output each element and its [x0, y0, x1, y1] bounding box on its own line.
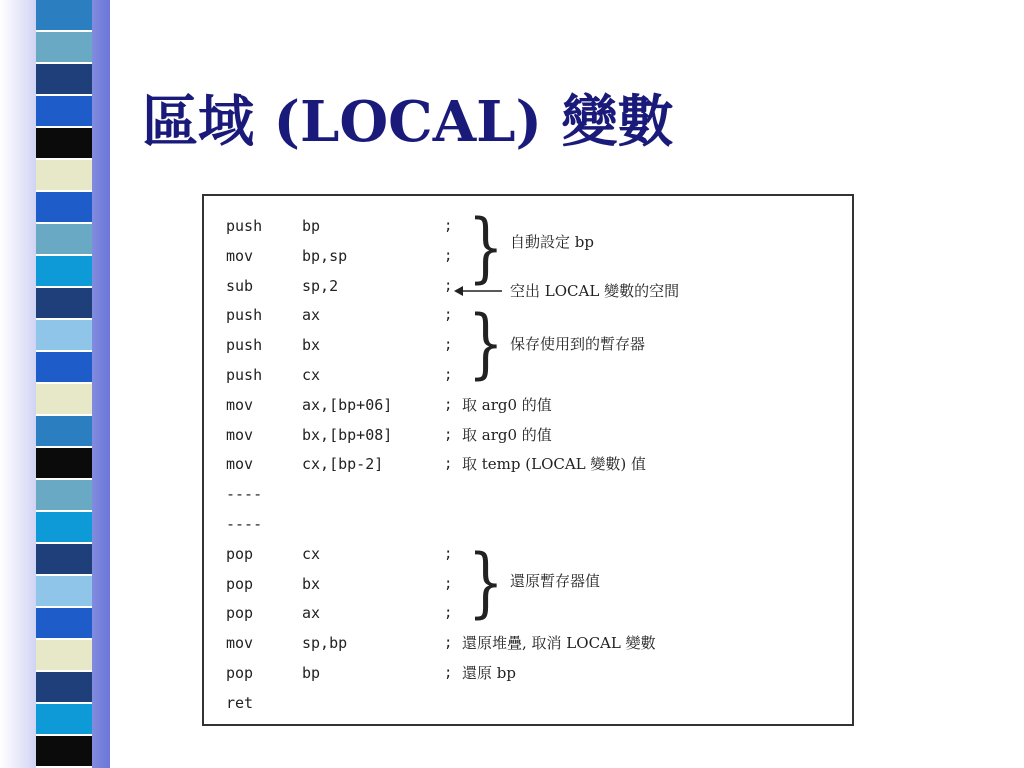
code-semicolon: ; — [444, 665, 453, 681]
code-line — [204, 539, 852, 569]
code-semicolon: ; — [444, 277, 453, 294]
sidebar-stripe — [36, 608, 92, 640]
code-line — [204, 360, 852, 390]
code-opcode: push — [226, 217, 263, 235]
code-comment: 還原 bp — [462, 664, 516, 682]
sidebar-stripe — [36, 640, 92, 672]
sidebar-stripe — [36, 96, 92, 128]
brace-restore-registers: } — [468, 538, 504, 627]
code-operand: cx — [302, 366, 321, 384]
code-opcode: ret — [226, 693, 254, 712]
code-semicolon: ; — [444, 605, 453, 622]
sidebar-stripe — [36, 128, 92, 160]
code-operand: bx,[bp+08] — [302, 425, 393, 444]
code-opcode: ---- — [226, 485, 263, 504]
code-operand: cx,[bp-2] — [302, 455, 384, 474]
code-operand: bp,sp — [302, 246, 348, 265]
code-semicolon: ; — [444, 456, 453, 473]
code-operand: ax — [302, 306, 321, 325]
code-line — [204, 658, 852, 688]
brace-auto-setup: } — [468, 203, 504, 292]
sidebar-stripe — [36, 256, 92, 288]
annotation-reserve-local: 空出 LOCAL 變數的空間 — [510, 282, 680, 300]
code-semicolon: ; — [444, 337, 453, 354]
code-operand: sp,bp — [302, 634, 348, 653]
code-opcode: pop — [226, 544, 254, 563]
code-opcode: mov — [226, 455, 254, 474]
code-comment: 取 arg0 的值 — [462, 425, 552, 444]
sidebar-stripe — [36, 224, 92, 256]
sidebar-stripe — [36, 512, 92, 544]
annotation-save-registers: 保存使用到的暫存器 — [510, 335, 646, 353]
brace-save-registers: } — [468, 299, 504, 388]
code-semicolon: ; — [444, 575, 453, 592]
code-operand: bx — [302, 336, 321, 355]
sidebar-stripe — [36, 0, 92, 32]
code-operand: bp — [302, 664, 321, 682]
sidebar-stripe — [36, 352, 92, 384]
code-opcode: mov — [226, 395, 254, 414]
code-line — [204, 420, 852, 450]
code-opcode: ---- — [226, 515, 263, 533]
code-operand: ax — [302, 604, 321, 623]
code-comment: 取 arg0 的值 — [462, 395, 552, 414]
code-line — [204, 509, 852, 539]
sidebar-stripe — [36, 544, 92, 576]
sidebar-stripe — [36, 64, 92, 96]
annotation-auto-setup: 自動設定 bp — [510, 233, 594, 251]
left-arrow-icon — [454, 284, 504, 298]
code-operand: ax,[bp+06] — [302, 395, 393, 414]
sidebar-stripe — [36, 704, 92, 736]
annotation-restore-registers: 還原暫存器值 — [510, 572, 601, 590]
slide-title: 區域 (LOCAL) 變數 — [142, 89, 674, 155]
sidebar-stripe — [36, 416, 92, 448]
code-semicolon: ; — [444, 307, 453, 324]
code-opcode: sub — [226, 276, 254, 295]
sidebar-stripe — [36, 192, 92, 224]
sidebar-stripe — [36, 736, 92, 768]
sidebar-stripe — [36, 480, 92, 512]
code-comment: 取 temp (LOCAL 變數) 值 — [462, 455, 647, 474]
sidebar-stripe — [36, 320, 92, 352]
code-line — [204, 688, 852, 718]
code-semicolon: ; — [444, 635, 453, 652]
code-semicolon: ; — [444, 218, 453, 234]
sidebar-stripes — [36, 0, 92, 768]
code-operand: bp — [302, 217, 321, 235]
code-opcode: pop — [226, 604, 254, 623]
code-semicolon: ; — [444, 247, 453, 264]
code-line — [204, 449, 852, 479]
code-line — [204, 479, 852, 509]
sidebar-stripe — [36, 32, 92, 64]
code-line — [204, 300, 852, 330]
code-opcode: pop — [226, 664, 254, 682]
code-line — [204, 628, 852, 658]
code-comment: 還原堆疊, 取消 LOCAL 變數 — [462, 634, 656, 653]
code-semicolon: ; — [444, 426, 453, 443]
sidebar-stripe — [36, 288, 92, 320]
code-opcode: mov — [226, 634, 254, 653]
code-line — [204, 390, 852, 420]
code-figure — [202, 194, 854, 726]
code-opcode: push — [226, 306, 263, 325]
code-semicolon: ; — [444, 367, 453, 383]
sidebar-stripe — [36, 160, 92, 192]
code-line — [204, 598, 852, 628]
code-listing — [204, 196, 852, 724]
code-operand: bx — [302, 574, 321, 593]
sidebar-stripe — [36, 576, 92, 608]
code-operand: cx — [302, 544, 321, 563]
code-opcode: mov — [226, 425, 254, 444]
sidebar-stripe — [36, 384, 92, 416]
code-opcode: pop — [226, 574, 254, 593]
sidebar-stripe — [36, 448, 92, 480]
code-semicolon: ; — [444, 545, 453, 562]
decorative-sidebar — [0, 0, 110, 768]
code-operand: sp,2 — [302, 276, 339, 295]
code-opcode: push — [226, 366, 263, 384]
code-semicolon: ; — [444, 396, 453, 413]
code-opcode: push — [226, 336, 263, 355]
sidebar-stripe — [36, 672, 92, 704]
code-opcode: mov — [226, 246, 254, 265]
